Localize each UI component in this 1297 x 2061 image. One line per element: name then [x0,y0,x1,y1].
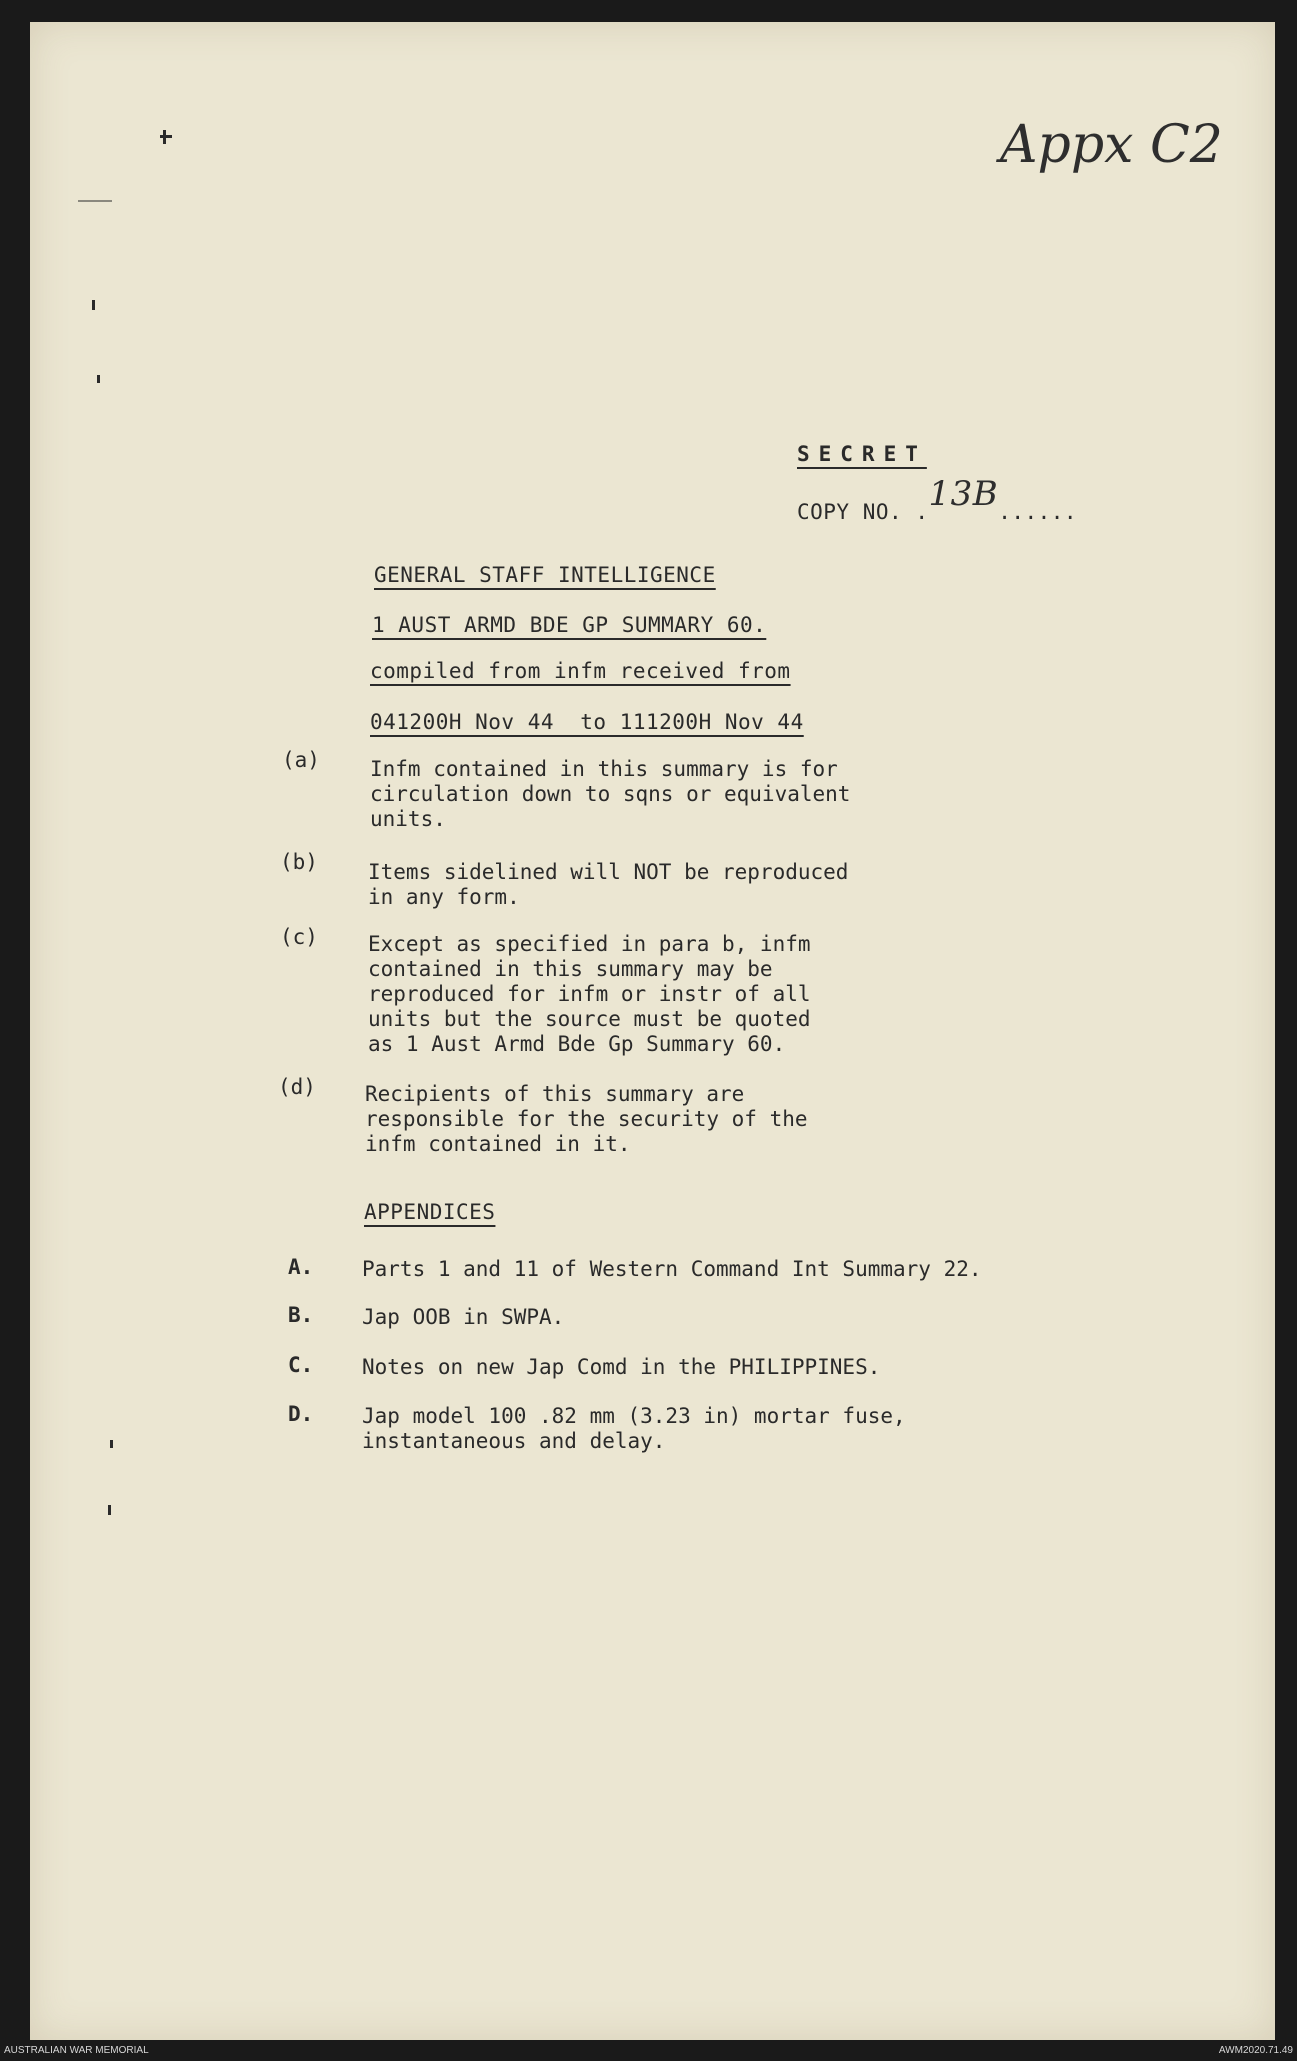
appendix-marker: B. [288,1303,314,1327]
footer-right: AWM2020.71.49 [1218,2045,1293,2056]
paragraph-body [368,932,811,1057]
appendix-line: Notes on new Jap Comd in the PHILIPPINES. [362,1355,881,1379]
appendix-body [362,1305,564,1330]
copy-dots: . [915,500,929,524]
paragraph-marker: (c) [280,925,318,949]
paragraph-line: Infm contained in this summary is for [370,757,838,781]
paragraph-line: Items sidelined will NOT be reproduced [368,860,849,884]
title-line: 1 AUST ARMD BDE GP SUMMARY 60. [372,613,767,637]
paragraph-line: Recipients of this summary are [365,1082,745,1106]
paragraph-line: Except as specified in para b, infm [368,932,811,956]
paragraph-marker: (a) [282,748,320,772]
title-line: GENERAL STAFF INTELLIGENCE [374,563,716,587]
appendix-marker: D. [288,1402,314,1426]
paragraph-line: units but the source must be quoted [368,1007,811,1031]
margin-mark [108,1505,111,1515]
paragraph-marker: (b) [280,850,318,874]
margin-mark [110,1440,113,1448]
appendix-marker: C. [288,1353,314,1377]
appendix-line: instantaneous and delay. [362,1429,666,1453]
copy-number: 13B [928,474,999,514]
appendix-line: Jap OOB in SWPA. [362,1305,565,1329]
paragraph-body [365,1082,808,1157]
appendix-marker: A. [288,1255,314,1279]
paragraph-line: as 1 Aust Armd Bde Gp Summary 60. [368,1032,786,1056]
paragraph-line: contained in this summary may be [368,957,773,981]
copy-number-line [797,474,1078,528]
title-line: 041200H Nov 44 to 111200H Nov 44 [370,710,804,734]
paragraph-line: units. [370,807,446,831]
paragraph-line: reproduced for infm or instr of all [368,982,811,1006]
paragraph-body [368,860,848,910]
paragraph-line: responsible for the security of the [365,1107,808,1131]
margin-mark [78,200,112,202]
appendices-heading: APPENDICES [364,1200,496,1224]
margin-mark [92,300,95,310]
appendix-line: Parts 1 and 11 of Western Command Int Summary 22. [362,1257,982,1281]
paragraph-line: in any form. [368,885,520,909]
appendix-body [362,1355,880,1380]
copy-dots: ...... [998,500,1078,524]
margin-mark [163,130,166,144]
copy-label: COPY NO. [797,500,903,524]
title-line: compiled from infm received from [370,659,791,683]
paragraph-body [370,757,850,832]
handwritten-appendix-ref: Appx C2 [1000,115,1223,175]
appendix-line: Jap model 100 .82 mm (3.23 in) mortar fuse, [362,1404,906,1428]
appendix-body [362,1404,906,1454]
paragraph-line: circulation down to sqns or equivalent [370,782,851,806]
paragraph-line: infm contained in it. [365,1132,631,1156]
appendix-body [362,1257,982,1282]
margin-mark [97,375,100,383]
paragraph-marker: (d) [278,1075,316,1099]
footer-left: AUSTRALIAN WAR MEMORIAL [4,2045,149,2056]
margin-mark [160,135,172,138]
classification-label: SECRET [797,442,927,466]
